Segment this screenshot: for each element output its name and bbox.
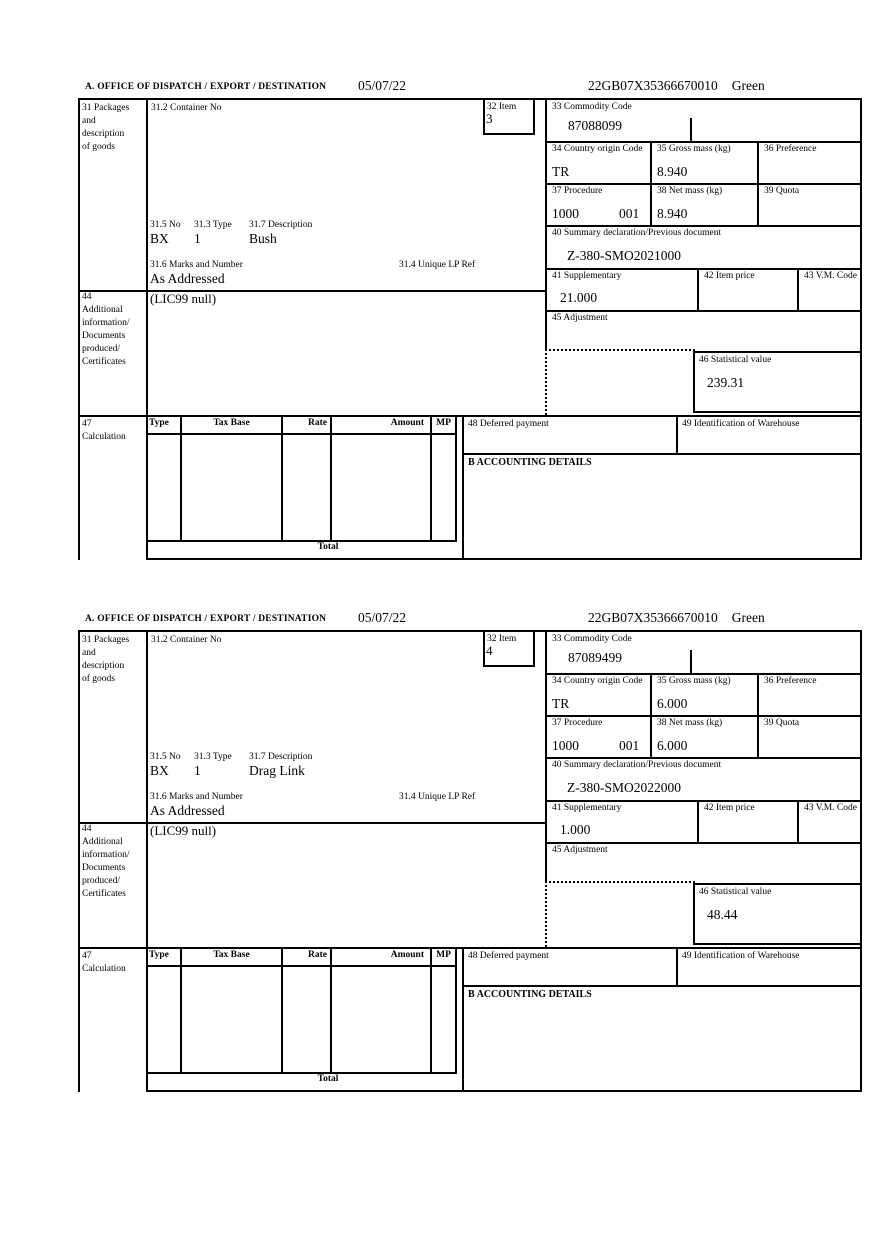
border-line [78,630,862,632]
calc-header-amount: Amount [390,418,424,428]
net-mass-label: 38 Net mass (kg) [657,718,723,728]
border-line [483,98,485,135]
country-origin-value: TR [552,696,570,711]
border-line [797,800,799,844]
border-line [697,268,699,312]
border-line [462,415,464,560]
procedure-value [552,738,639,753]
border-line [545,757,862,759]
procedure-value [552,206,639,221]
box44-label: Additional [82,305,123,315]
marks-label: 31.6 Marks and Number [150,792,243,802]
commodity-code-value: 87088099 [568,118,622,133]
border-line [545,800,862,802]
item-price-label: 42 Item price [704,271,755,281]
border-line [455,415,457,542]
border-line [650,141,652,227]
box44-label: 44 [82,292,92,302]
border-line [281,415,283,542]
box44-label: Certificates [82,889,126,899]
border-line [545,141,862,143]
package-type-label: 31.3 Type [194,752,232,762]
supplementary-value: 21.000 [560,290,598,305]
gross-mass-label: 35 Gross mass (kg) [657,144,731,154]
gross-mass-value: 6.000 [657,696,688,711]
country-origin-value: TR [552,164,570,179]
commodity-code-separator [690,118,692,141]
item-number: 4 [486,643,493,658]
adjustment-label: 45 Adjustment [552,313,608,323]
package-no-value: BX [150,231,169,246]
border-line [146,630,148,1092]
box31-label: of goods [82,142,115,152]
box31-label: description [82,129,125,139]
net-mass-label: 38 Net mass (kg) [657,186,723,196]
statistical-value-box [693,351,862,413]
border-line [676,947,678,987]
border-line [146,965,457,967]
quota-label: 39 Quota [764,718,800,728]
box47-label: 47 [82,951,92,961]
box44-label: Documents [82,331,126,341]
dotted-border-line [545,349,547,415]
marks-value: As Addressed [150,271,225,286]
calc-header-amount: Amount [390,950,424,960]
warehouse-id-label: 49 Identification of Warehouse [682,419,800,429]
border-line [78,98,80,560]
supplementary-label: 41 Supplementary [552,271,622,281]
container-no-label: 31.2 Container No [151,103,222,113]
border-line [545,715,862,717]
border-line [545,183,862,185]
supplementary-label: 41 Supplementary [552,803,622,813]
adjustment-label: 45 Adjustment [552,845,608,855]
border-line [676,415,678,455]
border-line [180,947,182,1074]
procedure-code: 1000 [552,738,579,753]
border-line [650,673,652,759]
previous-document-label: 40 Summary declaration/Previous document [552,760,722,770]
border-line [462,453,862,455]
procedure-label: 37 Procedure [552,718,603,728]
net-mass-value: 6.000 [657,738,688,753]
declaration-reference [588,610,765,626]
calc-header-tax-base: Tax Base [213,418,250,428]
gross-mass-label: 35 Gross mass (kg) [657,676,731,686]
box47-label: Calculation [82,432,126,442]
dotted-border-line [545,881,695,883]
previous-document-label: 40 Summary declaration/Previous document [552,228,722,238]
additional-information-value: (LIC99 null) [150,291,217,306]
border-line [860,630,862,1092]
box31-label: and [82,116,96,126]
border-line [545,225,862,227]
unique-lp-ref-label: 31.4 Unique LP Ref [399,792,476,802]
package-type-label: 31.3 Type [194,220,232,230]
commodity-code-separator [690,650,692,673]
box31-label: description [82,661,125,671]
additional-information-value: (LIC99 null) [150,823,217,838]
marks-label: 31.6 Marks and Number [150,260,243,270]
border-line [483,630,485,667]
border-line [462,985,862,987]
border-line [146,433,457,435]
border-line [483,665,535,667]
border-line [430,415,432,542]
item-price-label: 42 Item price [704,803,755,813]
border-line [757,141,759,227]
accounting-details-label: B ACCOUNTING DETAILS [468,457,592,468]
commodity-code-label: 33 Commodity Code [552,102,632,112]
acceptance-date: 05/07/22 [358,610,407,625]
calc-header-rate: Rate [308,950,327,960]
unique-lp-ref-label: 31.4 Unique LP Ref [399,260,476,270]
goods-description: Bush [249,231,277,246]
dotted-border-line [545,349,695,351]
box44-label: Certificates [82,357,126,367]
net-mass-value: 8.940 [657,206,688,221]
item-label: 32 Item [487,634,517,644]
country-origin-label: 34 Country origin Code [552,676,643,686]
calc-header-type: Type [149,418,169,428]
marks-value: As Addressed [150,803,225,818]
dotted-border-line [545,881,547,947]
border-line [180,415,182,542]
country-origin-label: 34 Country origin Code [552,144,643,154]
statistical-value: 239.31 [707,375,745,390]
goods-description: Drag Link [249,763,305,778]
acceptance-date: 05/07/22 [358,78,407,93]
border-line [146,98,148,560]
box44-label: information/ [82,850,130,860]
box44-label: information/ [82,318,130,328]
office-of-dispatch-heading: A. OFFICE OF DISPATCH / EXPORT / DESTINATION [85,614,327,624]
office-of-dispatch-heading: A. OFFICE OF DISPATCH / EXPORT / DESTINATION [85,82,327,92]
accounting-details-label: B ACCOUNTING DETAILS [468,989,592,1000]
box31-label: of goods [82,674,115,684]
procedure-label: 37 Procedure [552,186,603,196]
statistical-value-box [693,883,862,945]
box44-label: produced/ [82,344,120,354]
total-label: Total [317,1074,339,1084]
routing-indicator: Green [731,78,765,93]
border-line [78,822,547,824]
calc-header-rate: Rate [308,418,327,428]
box31-label: 31 Packages [82,103,130,113]
package-type-value: 1 [194,763,201,778]
border-line [545,310,862,312]
procedure-extra-code: 001 [619,206,640,221]
border-line [330,415,332,542]
container-no-label: 31.2 Container No [151,635,222,645]
border-line [330,947,332,1074]
box44-label: Documents [82,863,126,873]
box31-label: 31 Packages [82,635,130,645]
border-line [430,947,432,1074]
declaration-reference [588,78,765,94]
vm-code-label: 43 V.M. Code [804,271,857,281]
preference-label: 36 Preference [764,144,817,154]
previous-document-value: Z-380-SMO2021000 [567,248,681,263]
item-number: 3 [486,111,493,126]
border-line [281,947,283,1074]
border-line [545,673,862,675]
border-line [757,673,759,759]
warehouse-id-label: 49 Identification of Warehouse [682,951,800,961]
package-type-value: 1 [194,231,201,246]
deferred-payment-label: 48 Deferred payment [468,419,549,429]
border-line [455,947,457,1074]
total-label: Total [317,542,339,552]
commodity-code-label: 33 Commodity Code [552,634,632,644]
border-line [146,558,862,560]
border-line [533,630,535,667]
declaration-number: 22GB07X35366670010 [588,78,718,93]
box44-label: 44 [82,824,92,834]
border-line [545,842,862,844]
item-label: 32 Item [487,102,517,112]
description-label: 31.7 Description [249,752,313,762]
box44-label: Additional [82,837,123,847]
package-no-label: 31.5 No [150,752,181,762]
calc-header-mp: MP [436,418,451,428]
border-line [797,268,799,312]
previous-document-value: Z-380-SMO2022000 [567,780,681,795]
quota-label: 39 Quota [764,186,800,196]
gross-mass-value: 8.940 [657,164,688,179]
procedure-extra-code: 001 [619,738,640,753]
vm-code-label: 43 V.M. Code [804,803,857,813]
box31-label: and [82,648,96,658]
border-line [146,1090,862,1092]
declaration-number: 22GB07X35366670010 [588,610,718,625]
package-no-label: 31.5 No [150,220,181,230]
box47-label: 47 [82,419,92,429]
statistical-value: 48.44 [707,907,738,922]
border-line [78,98,862,100]
border-line [860,98,862,560]
declaration-item-section [78,612,862,1094]
box44-label: produced/ [82,876,120,886]
border-line [462,947,464,1092]
statistical-value-label: 46 Statistical value [699,887,772,897]
border-line [78,290,547,292]
routing-indicator: Green [731,610,765,625]
package-no-value: BX [150,763,169,778]
box47-label: Calculation [82,964,126,974]
commodity-code-value: 87089499 [568,650,622,665]
procedure-code: 1000 [552,206,579,221]
calc-header-type: Type [149,950,169,960]
statistical-value-label: 46 Statistical value [699,355,772,365]
border-line [533,98,535,135]
deferred-payment-label: 48 Deferred payment [468,951,549,961]
border-line [545,268,862,270]
calc-header-tax-base: Tax Base [213,950,250,960]
calc-header-mp: MP [436,950,451,960]
supplementary-value: 1.000 [560,822,591,837]
border-line [697,800,699,844]
declaration-item-section [78,80,862,562]
border-line [78,415,862,417]
description-label: 31.7 Description [249,220,313,230]
border-line [483,133,535,135]
border-line [78,630,80,1092]
preference-label: 36 Preference [764,676,817,686]
border-line [78,947,862,949]
